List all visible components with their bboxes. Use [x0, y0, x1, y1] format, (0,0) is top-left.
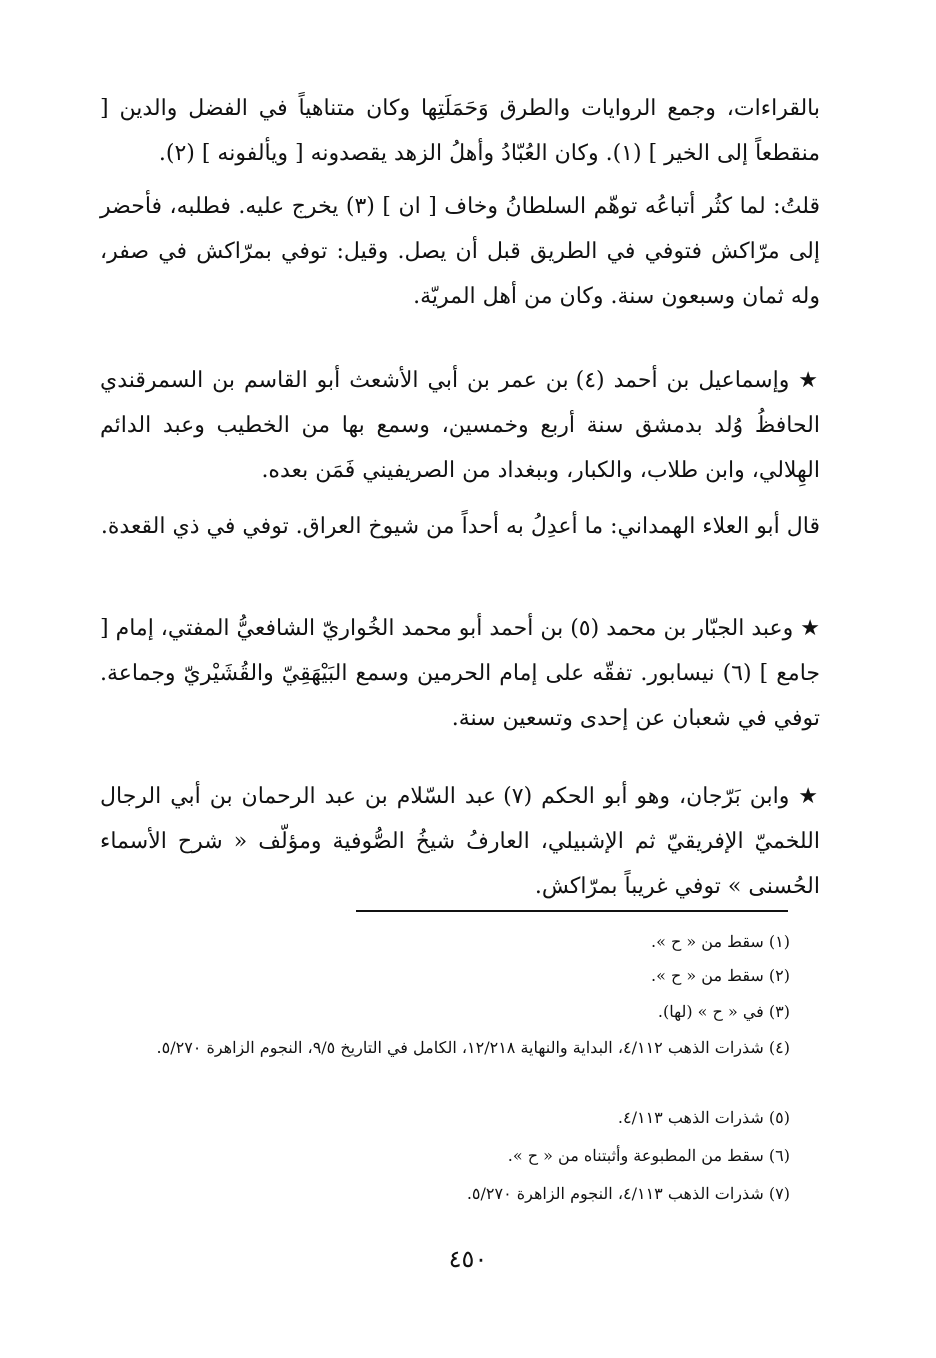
footnote-6: (٦) سقط من المطبوعة وأثبتناه من « ح ». — [507, 1146, 790, 1165]
footnote-2: (٢) سقط من « ح ». — [651, 966, 790, 985]
footnote-1: (١) سقط من « ح ». — [651, 932, 790, 951]
page-number: ٤٥٠ — [448, 1245, 488, 1273]
paragraph-entry-abd-al-jabbar: ★ وعبد الجبّار بن محمد (٥) بن أحمد أبو محمد الخُواريّ الشافعيُّ المفتي، إمام [ جامع ] (٦) نيسابور. تفقّه على إمام الحرمين وسمع البَيْهَقِيّ والقُشَيْريّ وجماعة. توفي في شعبان عن إحدى وتسعين سنة. — [100, 616, 820, 731]
paragraph-2: قلتُ: لما كثُر أتباعُه توهّم السلطانُ وخاف [ ان ] (٣) يخرج عليه. فطلبه، فأحضر إلى مرّاكش فتوفي في الطريق قبل أن يصل. وقيل: توفي بمرّاكش في صفر، وله ثمان وسبعون سنة. وكان من أهل المريّة. — [100, 194, 820, 309]
footnote-5: (٥) شذرات الذهب ٤/١١٣. — [617, 1108, 790, 1127]
footnote-7: (٧) شذرات الذهب ٤/١١٣، النجوم الزاهرة ٥/٢٧٠. — [466, 1184, 790, 1203]
footnote-3: (٣) في « ح » (لها). — [657, 1002, 790, 1021]
footnote-4: (٤) شذرات الذهب ٤/١١٢، البداية والنهاية ١٢/٢١٨، الكامل في التاريخ ٩/٥، النجوم الزاهرة ٥/٢٧٠. — [156, 1038, 790, 1057]
paragraph-quote-abu-al-ala: قال أبو العلاء الهمداني: ما أعدِلُ به أحداً من شيوخ العراق. توفي في ذي القعدة. — [100, 514, 820, 539]
footnote-divider — [356, 910, 788, 912]
paragraph-entry-ismail: ★ وإسماعيل بن أحمد (٤) بن عمر بن أبي الأشعث أبو القاسم بن السمرقندي الحافظُ وُلد بدمشق سنة أربع وخمسين، وسمع بها من الخطيب وعبد الدائم الهِلالي، وابن طلاب، والكبار، وببغداد من الصريفيني فَمَن بعده. — [100, 368, 820, 483]
paragraph-entry-ibn-barrajan: ★ وابن بَرّجان، وهو أبو الحكم (٧) عبد السّلام بن عبد الرحمان بن أبي الرجال اللخميّ الإفريقيّ ثم الإشبيلي، العارفُ شيخُ الصُّوفية ومؤلّف « شرح الأسماء الحُسنى » توفي غريباً بمرّاكش. — [100, 784, 820, 899]
paragraph-1: بالقراءات، وجمع الروايات والطرق وَحَمَلَتِها وكان متناهياً في الفضل والدين [ منقطعاً إلى الخير ] (١). وكان العُبّادُ وأهلُ الزهد يقصدونه [ ويألفونه ] (٢). — [100, 96, 820, 166]
